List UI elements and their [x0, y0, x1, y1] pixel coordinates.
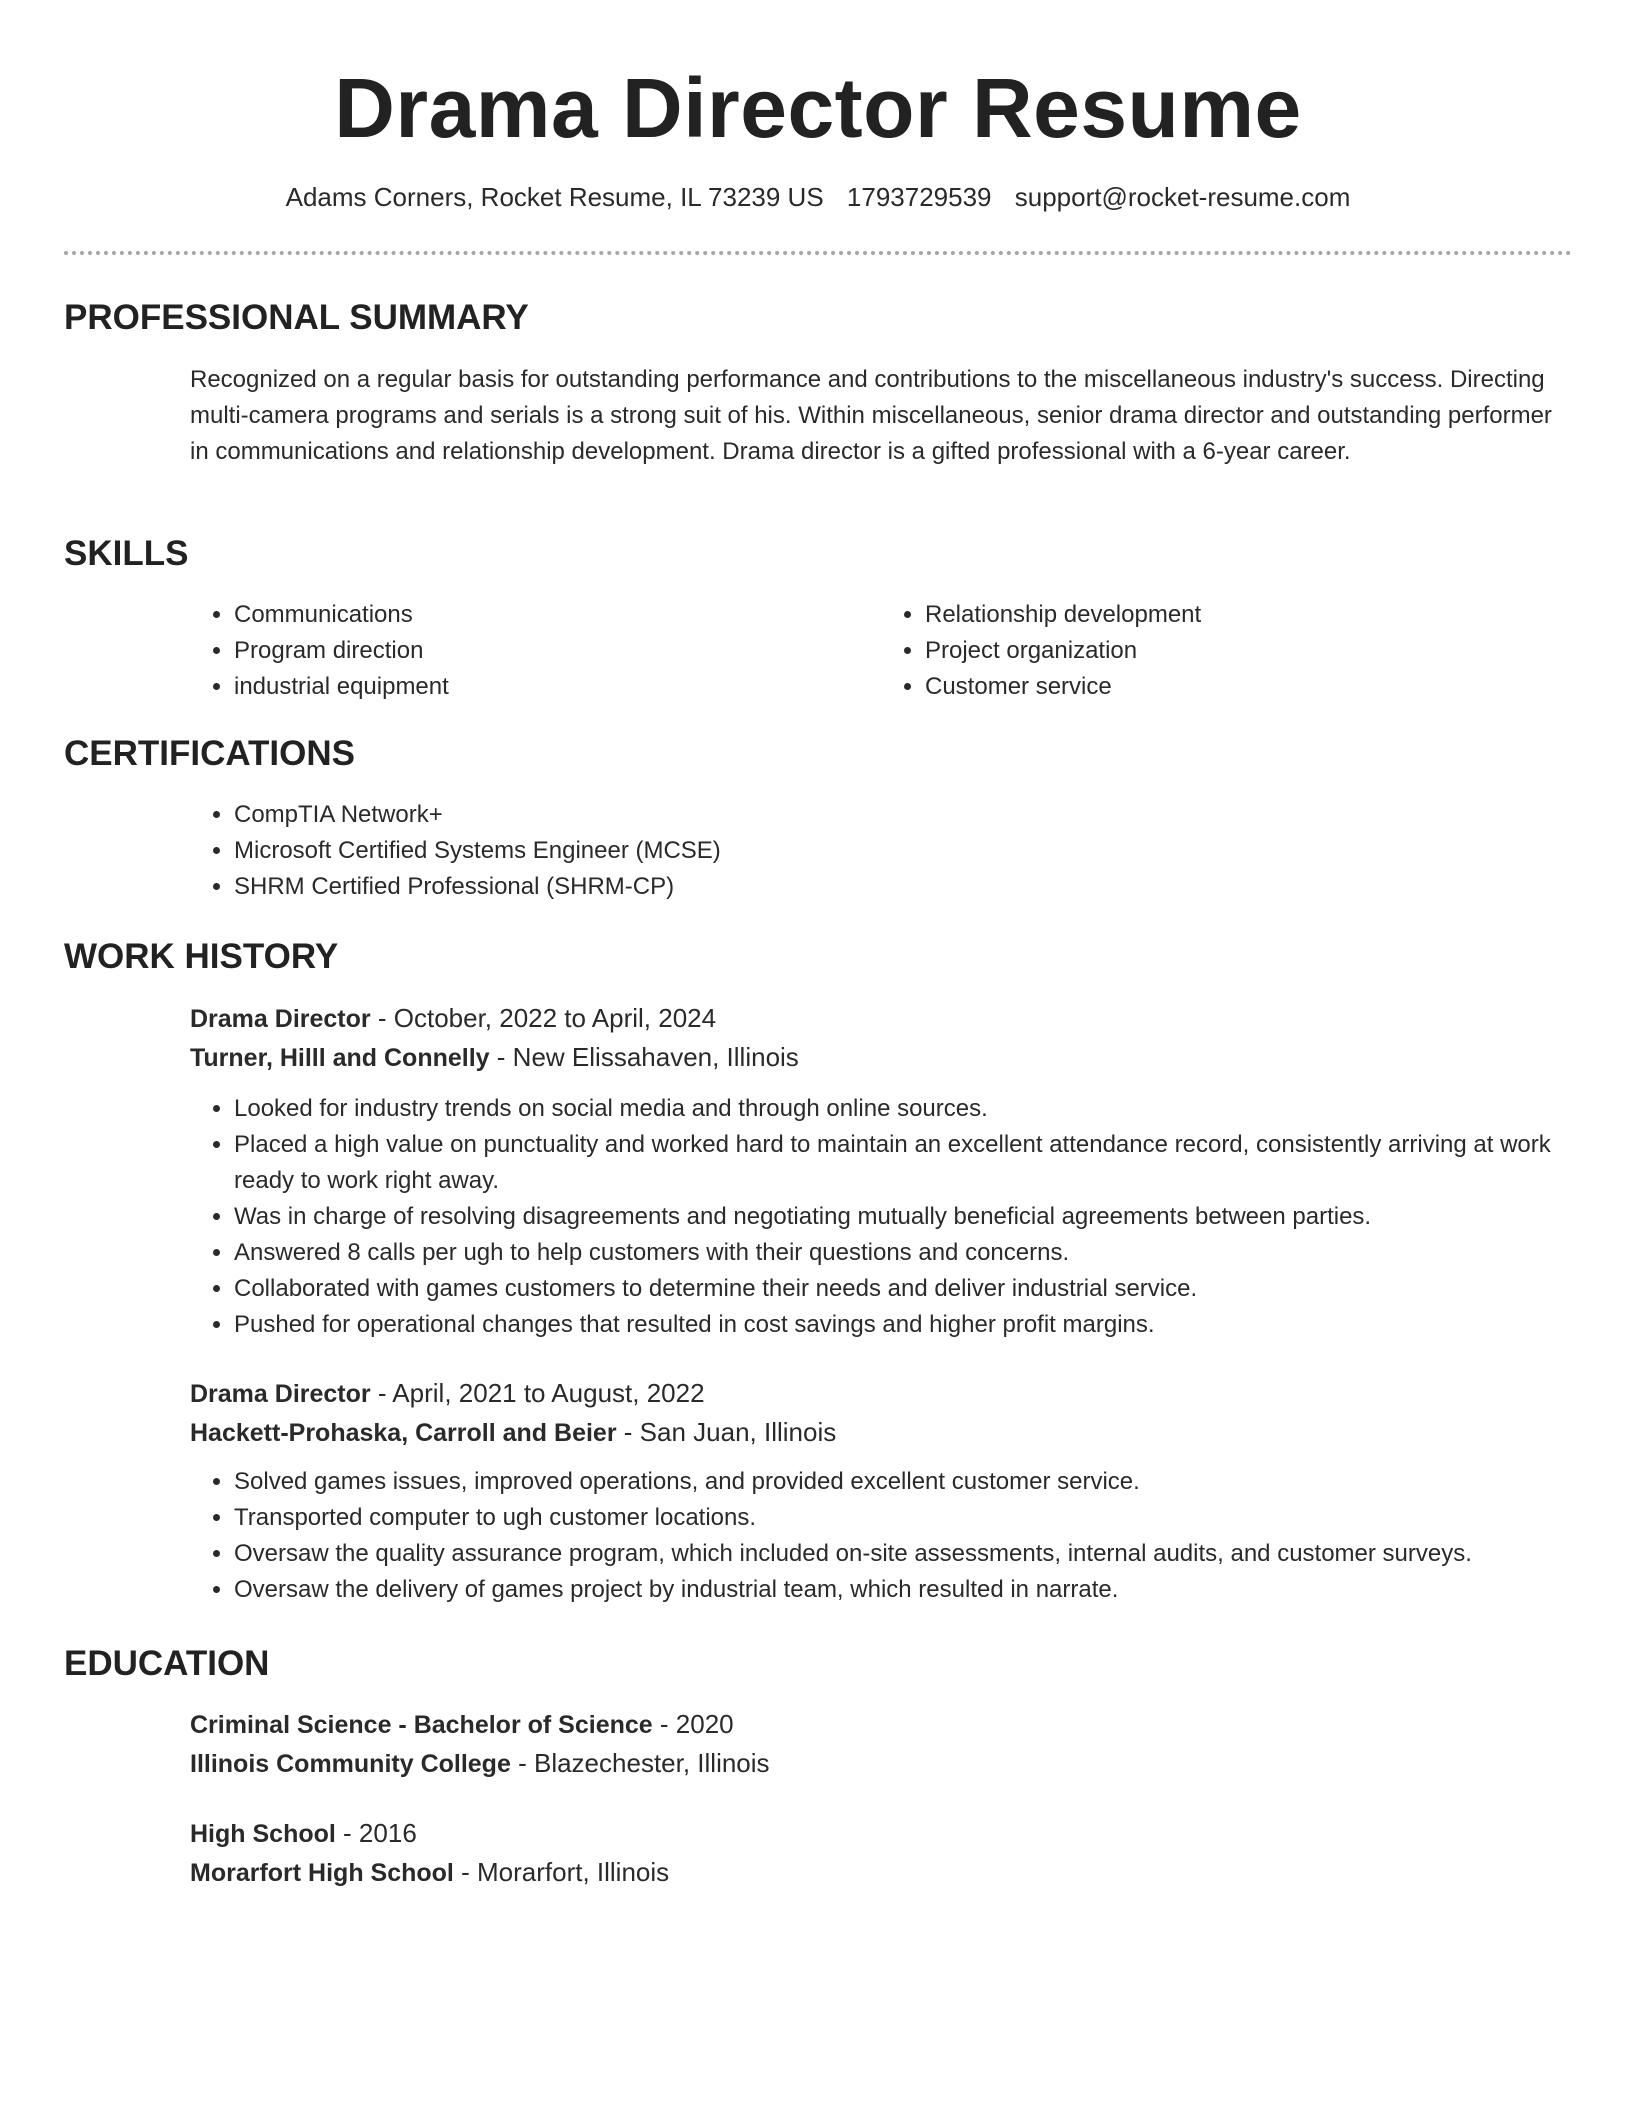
section-title-education: EDUCATION — [64, 1644, 270, 1683]
education-entry — [190, 1705, 1572, 1783]
job-duty: • Solved games issues, improved operations, and provided excellent customer service. — [234, 1464, 1572, 1500]
job-company-line — [190, 1038, 1572, 1077]
section-title-work-history: WORK HISTORY — [64, 937, 339, 976]
skills-column-right — [881, 597, 1572, 705]
job-company: Hackett-Prohaska, Carroll and Beier — [190, 1419, 617, 1447]
job-dates: - October, 2022 to April, 2024 — [370, 1003, 717, 1033]
job-title: Drama Director — [190, 1005, 371, 1033]
resume-title: Drama Director Resume — [334, 61, 1302, 155]
section-title-skills: SKILLS — [64, 534, 189, 573]
job-title-line — [190, 1374, 1572, 1413]
section-title-certifications: CERTIFICATIONS — [64, 734, 356, 773]
education-year: - 2016 — [335, 1818, 417, 1848]
education-location: - Blazechester, Illinois — [510, 1748, 770, 1778]
header-divider — [64, 251, 1572, 255]
education-degree: Criminal Science - Bachelor of Science — [190, 1711, 653, 1739]
job-duty: • Oversaw the quality assurance program, which included on-site assessments, internal audits, and customer surveys. — [234, 1536, 1572, 1572]
job-duties — [190, 1464, 1572, 1608]
skill-item: • Customer service — [925, 669, 1572, 705]
education-school-line — [190, 1853, 1572, 1892]
job-entry — [190, 999, 1572, 1343]
job-duties — [190, 1091, 1572, 1343]
job-entry — [190, 1374, 1572, 1608]
skill-item: • Relationship development — [925, 597, 1572, 633]
job-duty: • Transported computer to ugh customer locations. — [234, 1500, 1572, 1536]
job-location: - San Juan, Illinois — [616, 1417, 837, 1447]
skill-item: • industrial equipment — [234, 669, 881, 705]
education-degree-line — [190, 1705, 1572, 1744]
skills-list — [190, 597, 1572, 705]
education-entry — [190, 1814, 1572, 1892]
job-location: - New Elissahaven, Illinois — [489, 1042, 799, 1072]
skill-item: • Program direction — [234, 633, 881, 669]
skill-item: • Project organization — [925, 633, 1572, 669]
job-duty: • Was in charge of resolving disagreements and negotiating mutually beneficial agreements between parties. — [234, 1199, 1572, 1235]
contact-line — [64, 180, 1572, 214]
contact-email[interactable]: support@rocket-resume.com — [1014, 182, 1351, 212]
job-duty: • Pushed for operational changes that resulted in cost savings and higher profit margins. — [234, 1307, 1572, 1343]
job-company: Turner, Hilll and Connelly — [190, 1044, 490, 1072]
education-degree-line — [190, 1814, 1572, 1853]
job-title-line — [190, 999, 1572, 1038]
job-dates: - April, 2021 to August, 2022 — [370, 1378, 705, 1408]
skills-column-left — [190, 597, 881, 705]
resume-page — [64, 0, 1572, 1887]
education-school: Morarfort High School — [190, 1859, 454, 1887]
skill-item: • Communications — [234, 597, 881, 633]
education-location: - Morarfort, Illinois — [453, 1857, 670, 1887]
job-company-line — [190, 1413, 1572, 1452]
certifications-list — [190, 797, 1572, 905]
summary-block — [190, 362, 1572, 470]
education-school: Illinois Community College — [190, 1750, 511, 1778]
job-duty: • Placed a high value on punctuality and worked hard to maintain an excellent attendance record, consistently arriving at work ready to work right away. — [234, 1127, 1572, 1199]
education-degree: High School — [190, 1820, 336, 1848]
certification-item: • SHRM Certified Professional (SHRM-CP) — [234, 869, 1572, 905]
contact-phone: 1793729539 — [846, 182, 992, 212]
job-duty: • Collaborated with games customers to determine their needs and deliver industrial service. — [234, 1271, 1572, 1307]
job-duty: • Answered 8 calls per ugh to help customers with their questions and concerns. — [234, 1235, 1572, 1271]
certification-item: • CompTIA Network+ — [234, 797, 1572, 833]
summary-text: Recognized on a regular basis for outstanding performance and contributions to the miscellaneous industry's success. Directing multi-camera programs and serials is a strong suit of his. Within miscellaneous, senior drama director and outstanding performer in communications and relationship development. Drama director is a gifted professional with a 6-year career. — [190, 366, 1552, 465]
job-title: Drama Director — [190, 1380, 371, 1408]
certification-item: • Microsoft Certified Systems Engineer (MCSE) — [234, 833, 1572, 869]
job-duty: • Oversaw the delivery of games project by industrial team, which resulted in narrate. — [234, 1572, 1572, 1608]
job-duty: • Looked for industry trends on social media and through online sources. — [234, 1091, 1572, 1127]
education-year: - 2020 — [652, 1709, 734, 1739]
contact-address: Adams Corners, Rocket Resume, IL 73239 US — [285, 182, 824, 212]
section-title-summary: PROFESSIONAL SUMMARY — [64, 298, 529, 337]
education-school-line — [190, 1744, 1572, 1783]
